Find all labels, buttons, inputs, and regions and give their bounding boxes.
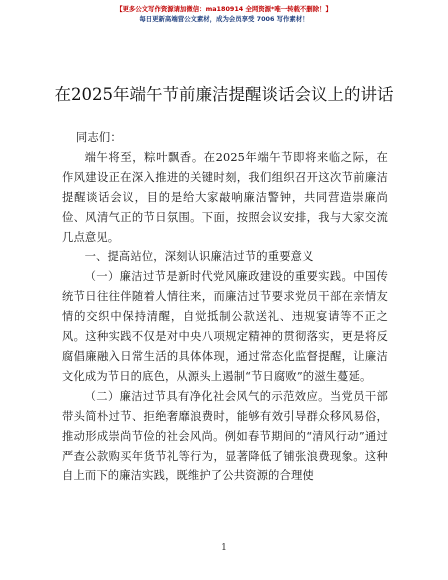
page-number: 1 — [221, 543, 227, 553]
header-banner — [0, 4, 448, 24]
document-body — [62, 128, 388, 486]
paragraph-intro: 端午将至，粽叶飘香。在2025年端午节即将来临之际，在作风建设正在深入推进的关键时刻，我们组织召开这次节前廉洁提醒谈话会议，目的是给大家敲响廉洁警钟，共同营造崇廉尚俭、风清气正的节日氛围。下面，按照会议安排，我与大家交流几点意见。 — [62, 150, 388, 244]
salutation: 同志们： — [76, 131, 122, 144]
document-title: 在2025年端午节前廉洁提醒谈话会议上的讲话 — [54, 85, 394, 104]
paragraph-1-1: （一）廉洁过节是新时代党风廉政建设的重要实践。中国传统节日往往伴随着人情往来，而廉洁过节要求党员干部在亲情友情的交织中保持清醒，自觉抵制公款送礼、违规宴请等不正之风。这种实践不仅是对中央八项规定精神的贯彻落实，更是将反腐倡廉融入日常生活的具体体现，通过常态化监督提醒，让廉洁文化成为节日的底色，从源头上遏制“节日腐败”的滋生蔓延。 — [62, 270, 388, 383]
section-heading-1: 一、提高站位，深刻认识廉洁过节的重要意义 — [84, 250, 314, 264]
banner-line-promo: 【更多公文写作资源请加微信：ma180914 全网资源*唯一转载不删除！】 — [116, 5, 332, 13]
paragraph-1-2: （二）廉洁过节具有净化社会风气的示范效应。当党员干部带头简朴过节、拒绝奢靡浪费时，能够有效引导群众移风易俗，推动形成崇尚节俭的社会风尚。例如春节期间的“清风行动”通过严查公款购买年货节礼等行为，显著降低了铺张浪费现象。这种自上而下的廉洁实践，既维护了公共资源的合理使 — [62, 389, 388, 483]
banner-line-member: 每日更新高端营公文素材，成为会员享受 7006 写作素材！ — [139, 15, 309, 23]
